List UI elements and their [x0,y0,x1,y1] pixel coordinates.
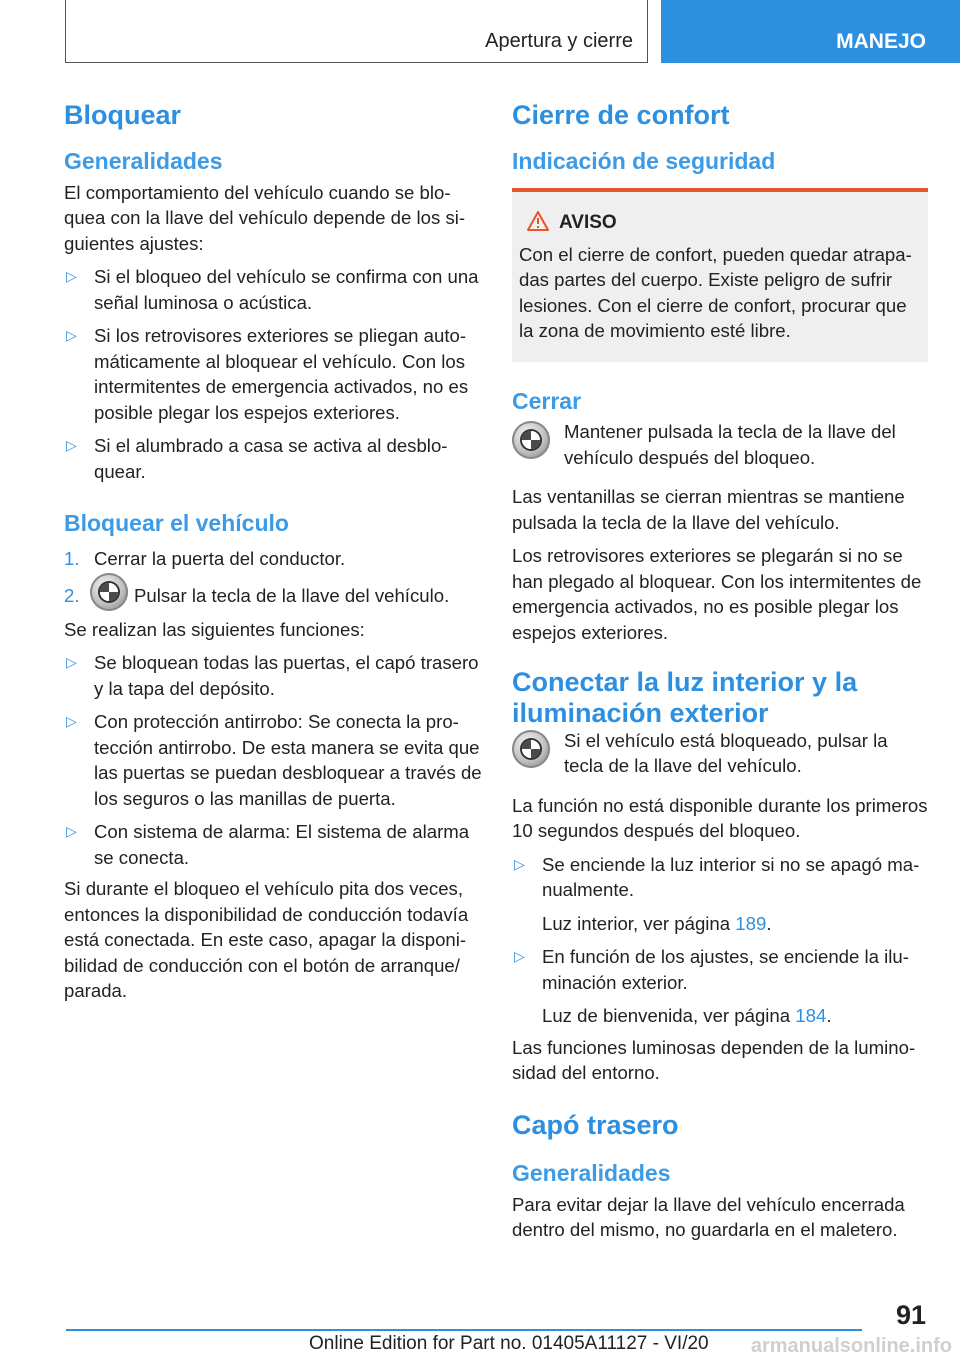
heading-capo-trasero: Capó trasero [512,1109,679,1140]
light-paragraph-2: Las funciones luminosas dependen de la luminosidad del entorno. [512,1036,916,1084]
chapter-label: MANEJO [836,30,926,53]
warning-text: Con el cierre de confort, pueden quedar atrapadas partes del cuerpo. Existe peligro de sufrir lesiones. Con el cierre de confort, procurar que la zona de movimiento esté libre. [519,243,912,342]
heading-generalidades-capo: Generalidades [512,1160,671,1187]
close-paragraph-1: Las ventanillas se cierran mientras se mantiene pulsada la tecla de la llave del vehículo. [512,486,905,533]
warning-box [512,188,928,362]
page-link-184[interactable]: 184 [795,1005,827,1027]
list-item: ▷ Si el bloqueo del vehículo se confirma con una señal luminosa o acústica. [66,266,479,313]
section-title: Apertura y cierre [485,30,633,52]
warning-title: AVISO [519,212,921,234]
triangle-bullet-icon: ▷ [66,713,77,730]
functions-list [64,650,484,870]
heading-luz-interior: Conectar la luz interior y la iluminación exterior [512,667,858,728]
heading-indicacion-seguridad: Indicación de seguridad [512,148,776,175]
heading-bloquear: Bloquear [64,100,182,130]
heading-generalidades: Generalidades [64,148,223,175]
steps-list [64,546,484,611]
close-instruction: Mantener pulsada la tecla de la llave del vehículo después del bloqueo. [512,419,928,470]
list-item: ▷ Si el alumbrado a casa se activa al desbloquear. [66,435,448,482]
settings-list [64,264,484,484]
intro-paragraph: El comportamiento del vehículo cuando se bloquea con la llave del vehículo depende de los siguientes ajustes: [64,181,466,254]
warning-triangle-icon [527,211,549,231]
step-item: 2. Pulsar la tecla de la llave del vehículo. [64,583,484,610]
edition-note: Online Edition for Part no. 01405A11127 - VI/20 [309,1333,709,1354]
light-instruction: Si el vehículo está bloqueado, pulsar la tecla de la llave del vehículo. [512,728,928,779]
triangle-bullet-icon: ▷ [66,327,77,344]
trunk-paragraph: Para evitar dejar la llave del vehículo encerrada dentro del mismo, no guardarla en el maletero. [512,1193,905,1241]
triangle-bullet-icon: ▷ [66,654,77,671]
list-item: ▷ Si los retrovisores exteriores se pliegan automáticamente al bloquear el vehículo. Con los intermitentes de emergencia activados, no es posible plegar los espejos exteriores. [66,325,469,423]
cross-reference: Luz interior, ver página 189. [542,912,772,934]
list-item: ▷ En función de los ajustes, se enciende la iluminación exterior. Luz de bienvenida, ver página 184. [512,944,928,1029]
triangle-bullet-icon: ▷ [514,948,525,965]
functions-intro: Se realizan las siguientes funciones: [64,618,365,640]
car-key-button-icon [512,421,550,459]
chapter-tab[interactable] [661,0,960,63]
closing-paragraph: Si durante el bloqueo el vehículo pita dos veces, entonces la disponibilidad de conducción todavía está conectada. En este caso, apagar la disponibilidad de conducción con el botón de arranque/ parada. [64,878,469,1002]
list-item: ▷ Con sistema de alarma: El sistema de alarma se conecta. [66,821,470,868]
light-list [512,852,928,1029]
triangle-bullet-icon: ▷ [66,268,77,285]
close-paragraph-2: Los retrovisores exteriores se plegarán si no se han plegado al bloquear. Con los intermitentes de emergencia activados, no es posible plegar los espejos exteriores. [512,545,922,643]
left-column [64,100,484,1004]
page-number: 91 [895,1300,926,1330]
heading-cerrar: Cerrar [512,387,582,414]
triangle-bullet-icon: ▷ [66,823,77,840]
triangle-bullet-icon: ▷ [514,855,525,872]
heading-bloquear-vehiculo: Bloquear el vehículo [64,510,289,537]
car-key-button-icon [90,573,128,611]
right-column [512,100,928,1243]
triangle-bullet-icon: ▷ [66,437,77,454]
car-key-button-icon [512,730,550,768]
footer-divider [66,1329,862,1331]
step-item: 1. Cerrar la puerta del conductor. [64,547,346,569]
page-link-189[interactable]: 189 [735,912,767,934]
light-paragraph-1: La función no está disponible durante los primeros 10 segundos después del bloqueo. [512,794,928,842]
heading-cierre-confort: Cierre de confort [512,100,730,130]
list-item: ▷ Se enciende la luz interior si no se apagó manualmente. Luz interior, ver página 189. [512,852,928,937]
header-section-box [65,0,648,63]
watermark: armanualsonline.info [750,1335,952,1357]
list-item: ▷ Se bloquean todas las puertas, el capó trasero y la tapa del depósito. [66,652,479,699]
list-item: ▷ Con protección antirrobo: Se conecta la protección antirrobo. De esta manera se evita que las puertas se puedan desbloquear a través de los seguros o las manillas de puerta. [66,711,482,809]
cross-reference: Luz de bienvenida, ver página 184. [542,1005,832,1027]
